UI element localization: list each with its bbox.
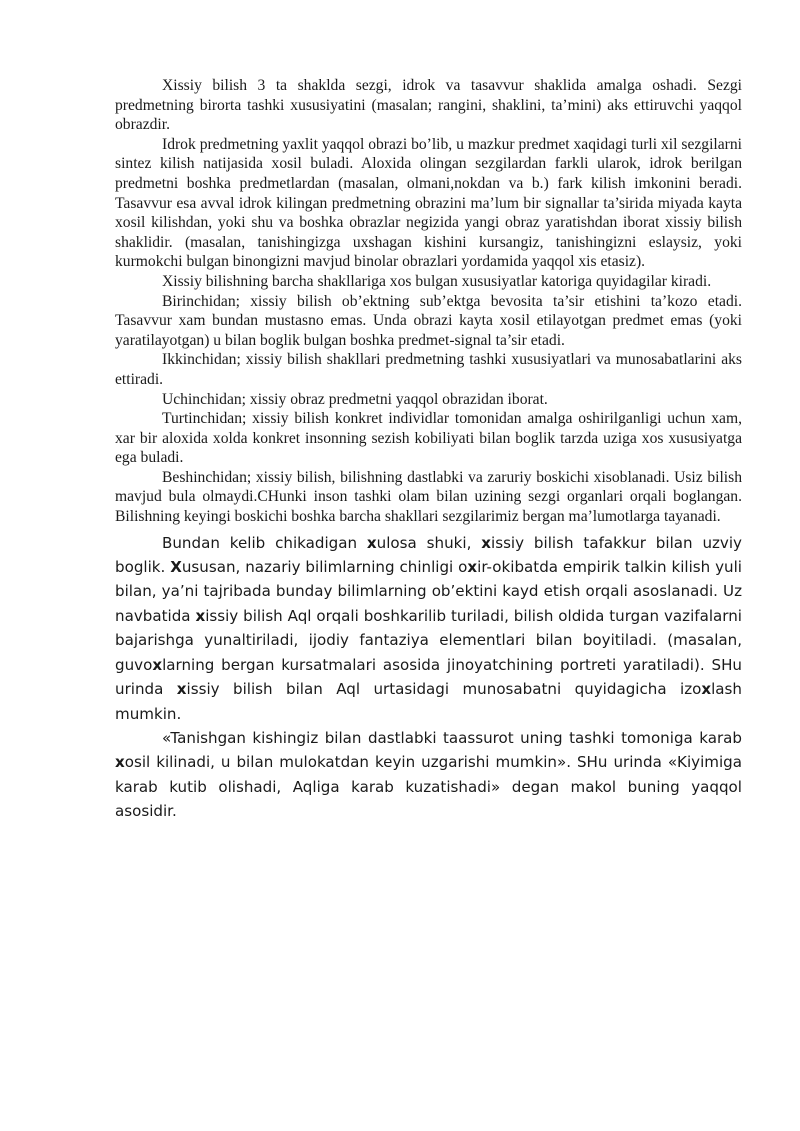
paragraph: Turtinchidan; xissiy bilish konkret individlar tomonidan amalga oshirilganligi uchun xam, xar bir aloxida xolda konkret insonning sezish kobiliyati bilan boglik tarzda uziga xos xususiyatga ega buladi. bbox=[115, 410, 742, 467]
bold-letter: X bbox=[170, 558, 182, 577]
paragraph: «Tanishgan kishingiz bilan dastlabki taassurot uning tashki tomoniga karab xosil kilinadi, u bilan mulokatdan keyin uzgarishi mumkin». SHu urinda «Kiyimiga karab kutib olishadi, Aqliga karab kuzatishadi» degan makol buning yaqqol asosidir. bbox=[115, 728, 742, 821]
paragraph: Beshinchidan; xissiy bilish, bilishning dastlabki va zaruriy boskichi xisoblanadi. Usiz bilish mavjud bula olmaydi.CHunki inson tashki olam bilan uzining sezgi organlari orqali boglangan. Bilishning keyingi boskichi boshka barcha shakllari sezgilarimiz bergan ma’lumotlarga tayanadi. bbox=[115, 468, 742, 526]
paragraph: Ikkinchidan; xissiy bilish shakllari predmetning tashki xususiyatlari va munosabatlarini aks ettiradi. bbox=[115, 351, 742, 388]
paragraph: Uchinchidan; xissiy obraz predmetni yaqqol obrazidan iborat. bbox=[162, 390, 548, 408]
paragraph: Idrok predmetning yaxlit yaqqol obrazi bo’lib, u mazkur predmet xaqidagi turli xil sezgilarni sintez kilish natijasida xosil buladi. Aloxida olingan sezgilardan farkli ularok, idrok berilgan predmetni boshka predmetlardan (masalan, olmani,nokdan va b.) fark kilish imkonini beradi. Tasavvur esa avval idrok kilingan predmetning obrazini ma’lum bir signallar ta’sirida miyada kayta xosil kilishdan, yoki shu va boshka obrazlar negizida yangi obraz yaratishdan iborat xissiy bilish shaklidir. (masalan, tanishingizga uxshagan kishini kursangiz, tanishingizni eslaysiz, yoki kurmokchi bulgan binongizni mavjud binolar obrazlari yordamida yaqqol xis etasiz). bbox=[115, 135, 742, 271]
bold-letter: x bbox=[115, 753, 125, 772]
bold-letter: x bbox=[176, 680, 187, 699]
paragraph: Xissiy bilish 3 ta shaklda sezgi, idrok va tasavvur shaklida amalga oshadi. Sezgi predmetning birorta tashki xususiyatini (masalan; rangini, shaklini, ta’mini) aks ettiruvchi yaqqol obrazdir. bbox=[115, 77, 742, 134]
bold-letter: x bbox=[152, 655, 163, 674]
bold-letter: x bbox=[481, 533, 492, 552]
serif-section bbox=[115, 76, 742, 527]
paragraph: Bundan kelib chikadigan xulosa shuki, xissiy bilish tafakkur bilan uzviy boglik. Xususan, nazariy bilimlarning chinligi oxir-okibatda empirik talkin kilish yuli bilan, ya’ni tajribada bunday bilimlarning ob’ektini kayd etish orqali asoslanadi. Uz navbatida xissiy bilish Aql orqali boshkarilib turiladi, bilish oldida turgan vazifalarni bajarishga yunaltiriladi, ijodiy fantaziya elementlari bilan boyitiladi. (masalan, guvoxlarning bergan kursatmalari asosida jinoyatchining portreti yaratiladi). SHu urinda xissiy bilish bilan Aql urtasidagi munosabatni quyidagicha izoxlash mumkin. bbox=[115, 533, 742, 723]
paragraph: Birinchidan; xissiy bilish ob’ektning sub’ektga bevosita ta’sir etishini ta’kozo etadi. Tasavvur xam bundan mustasno emas. Unda obrazi kayta xosil etilayotgan predmet emas (yoki yaratilayotgan) u bilan boglik bulgan boshka predmet-signal ta’sir etadi. bbox=[115, 292, 742, 349]
paragraph: Xissiy bilishning barcha shakllariga xos bulgan xususiyatlar katoriga quyidagilar kiradi. bbox=[162, 272, 712, 290]
sans-section bbox=[115, 531, 742, 824]
bold-letter: x bbox=[467, 558, 478, 577]
bold-letter: x bbox=[701, 680, 712, 699]
document-page bbox=[115, 76, 742, 824]
bold-letter: x bbox=[195, 606, 206, 625]
bold-letter: x bbox=[366, 533, 377, 552]
